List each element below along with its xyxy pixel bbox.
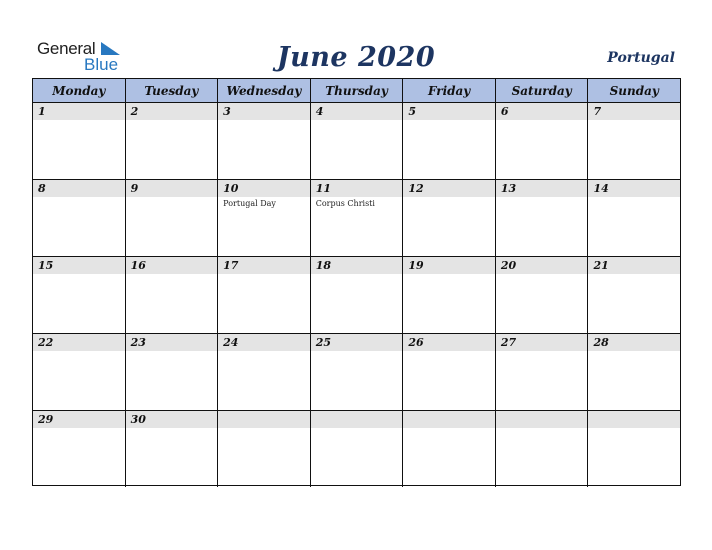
day-cell [588,334,680,410]
day-number: 19 [408,259,424,272]
day-number: 13 [500,182,517,195]
day-number: 28 [593,336,609,349]
day-header-band [588,103,680,120]
logo-text-blue: Blue [84,55,119,74]
weeks-container [33,103,680,487]
weekday-header: Thursday [311,79,404,102]
day-number: 16 [130,259,146,272]
day-number: 11 [315,182,332,195]
weekday-header: Sunday [609,84,659,98]
day-cell [588,180,680,256]
weekday-header: Saturday [496,79,589,102]
day-cell [496,334,589,410]
day-cell [403,411,496,487]
day-cell [403,103,496,179]
weekday-header: Monday [33,79,126,102]
day-header-band [33,180,125,197]
day-cell [126,411,219,487]
week-row [33,257,680,334]
week-row [33,180,680,257]
weekday-header: Tuesday [126,79,219,102]
day-header-band [403,411,495,428]
day-cell [403,334,496,410]
day-number: 29 [38,413,54,426]
day-number: 25 [315,336,332,349]
day-cell [496,103,589,179]
day-cell [403,257,496,333]
day-header-band [496,103,588,120]
logo-text-general: General [37,39,96,58]
day-number: 24 [223,336,239,349]
calendar-grid [32,78,681,486]
day-cell [311,411,404,487]
country-label: Portugal [607,50,675,66]
day-cell [126,103,219,179]
day-cell [496,257,589,333]
day-number: 23 [130,336,146,349]
day-header-band [218,103,310,120]
day-cell [218,334,311,410]
day-number: 10 [223,182,239,195]
day-cell [496,180,589,256]
day-header-band [311,411,403,428]
day-header-band [126,180,218,197]
day-number: 8 [38,182,46,195]
day-cell [588,411,680,487]
day-number: 20 [500,259,517,272]
day-number: 22 [38,336,54,349]
day-number: 1 [38,105,46,118]
day-cell [33,411,126,487]
day-number: 5 [408,105,416,118]
day-cell [311,257,404,333]
week-row [33,334,680,411]
day-number: 4 [315,105,324,118]
day-header-band [403,103,495,120]
day-header-band [218,411,310,428]
day-cell [126,334,219,410]
weekday-header: Friday [403,79,496,102]
weekday-header-row [33,79,680,103]
weekday-header: Wednesday [218,79,311,102]
day-number: 3 [223,105,231,118]
day-number: 7 [593,105,602,118]
day-header-band [496,411,588,428]
day-cell [496,411,589,487]
day-number: 26 [408,336,424,349]
day-cell [33,334,126,410]
week-row [33,103,680,180]
day-cell [311,180,404,256]
day-number: 14 [593,182,609,195]
day-cell [311,334,404,410]
day-number: 21 [593,259,609,272]
day-cell [33,257,126,333]
day-number: 15 [38,259,54,272]
day-header-band [33,103,125,120]
day-cell [588,103,680,179]
holiday-label: Portugal Day [223,199,276,208]
day-cell [126,257,219,333]
day-number: 2 [130,105,139,118]
day-number: 17 [223,259,239,272]
day-cell [403,180,496,256]
day-number: 27 [500,336,517,349]
day-header-band [126,103,218,120]
day-cell [33,180,126,256]
calendar-title: June 2020 [276,42,436,73]
day-header-band [311,103,403,120]
day-cell [33,103,126,179]
day-cell [218,411,311,487]
day-cell [311,103,404,179]
day-number: 30 [130,413,146,426]
day-cell [588,257,680,333]
day-header-band [588,411,680,428]
day-number: 6 [500,105,509,118]
day-number: 18 [315,259,332,272]
day-number: 12 [408,182,424,195]
day-cell [218,180,311,256]
day-cell [218,257,311,333]
day-cell [126,180,219,256]
holiday-label: Corpus Christi [315,199,375,208]
day-number: 9 [130,182,139,195]
week-row [33,411,680,487]
day-cell [218,103,311,179]
